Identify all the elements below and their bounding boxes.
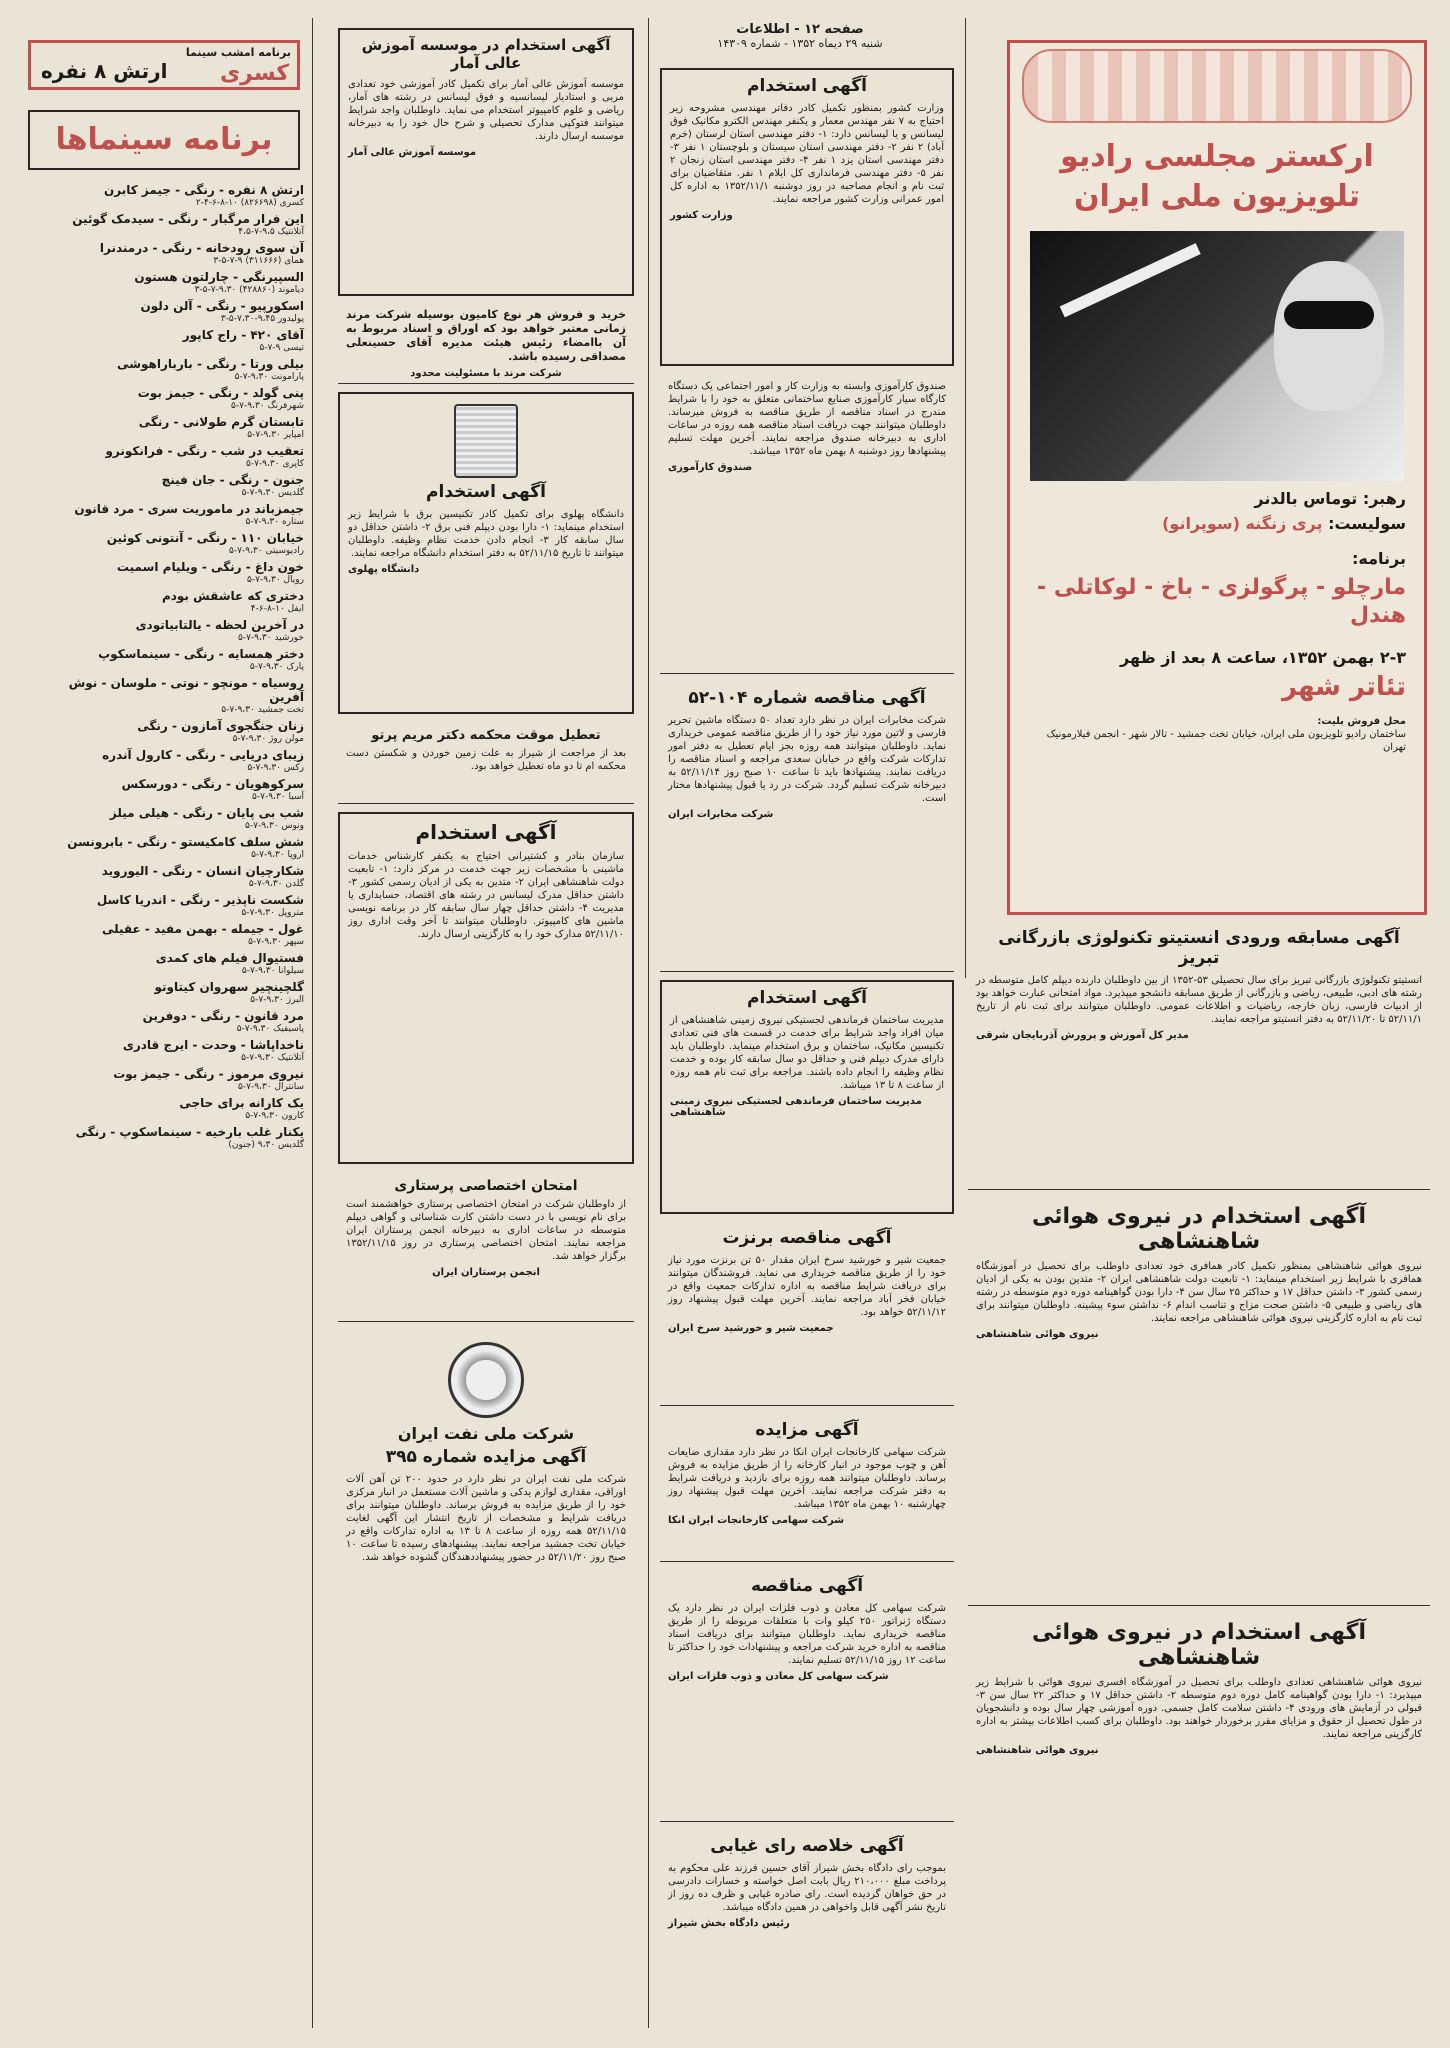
ad-signature: نیروی هوائی شاهنشاهی (976, 1329, 1099, 1340)
listing-cinema-times: شهرفرنگ ۹،۳۰-۷-۵ (231, 401, 304, 411)
concert-dates: ۲-۳ بهمن ۱۳۵۲، ساعت ۸ بعد از ظهر (1120, 648, 1406, 667)
ad-title: آگهی استخدام (747, 988, 867, 1008)
listing-film: شش سلف کامکیستو - رنگی - بابرونسن (67, 835, 304, 849)
page-number: صفحه ۱۲ - اطلاعات (736, 22, 864, 37)
ad-title: آگهی استخدام (415, 820, 557, 844)
ad-pahlavi-university (338, 392, 634, 714)
conductor-name: توماس بالدنر (1254, 489, 1358, 508)
issue-date: شنبه ۲۹ دیماه ۱۳۵۲ - شماره ۱۴۳۰۹ (717, 37, 883, 50)
ad-air-force-2 (968, 1614, 1430, 2030)
listing-film: تابستان گرم طولانی - رنگی (138, 415, 304, 429)
soprano-photo (1030, 231, 1404, 481)
ad-signature: شرکت مرند با مسئولیت محدود (410, 368, 562, 379)
column-divider (648, 18, 649, 2028)
listing-cinema-times: سپهر ۹،۳۰-۷-۵ (248, 937, 304, 947)
listing-film: شکست ناپذیر - رنگی - اندریا کاسل (96, 893, 304, 907)
sunglasses (1284, 301, 1374, 329)
cinema-listing (32, 864, 304, 890)
ad-body: شرکت مخابرات ایران در نظر دارد تعداد ۵۰ دستگاه ماشین تحریر فارسی و لاتین مورد نیاز خود را از طریق مناقصه عمومی خریداری نماید. داوطلبان میتوانند همه روزه بجز ایام تعطیل به دفتر امور تدارکات شرکت واقع در خیابان سعدی مراجعه و اسناد مناقصه را دریافت نمایند. پیشنهادها باید تا ساعت ۱۰ صبح روز ۵۲/۱۱/۱۴ به دبیرخانه شرکت تسلیم گردد. شرکت در رد یا قبول پیشنهادها مختار است. (668, 715, 946, 804)
listing-cinema-times: خورشید ۹،۳۰-۷-۵ (237, 633, 304, 643)
listing-film: تعقیب در شب - رنگی - فرانکونرو (105, 444, 304, 458)
listing-film: زیبای دریایی - رنگی - کارول آندره (102, 748, 304, 762)
cinema-listing (32, 676, 304, 716)
singer-face (1274, 261, 1384, 411)
ad-title: آگهی مزایده (755, 1420, 859, 1440)
listing-cinema-times: متروپل ۹،۳۰-۷-۵ (241, 908, 304, 918)
ad-nursing-exam (338, 1172, 634, 1322)
listing-film: خیابان ۱۱۰ - رنگی - آنتونی کوئین (106, 531, 304, 545)
listing-cinema-times: مولن روژ ۹،۳۰-۷-۵ (232, 734, 304, 744)
ad-body: شرکت سهامی کارخانجات ایران انکا در نظر دارد مقداری ضایعات آهن و چوب موجود در انبار کارخانه را از طریق مزایده به فروش برساند. داوطلبان میتوانند همه روزه برای بازدید و دریافت شرایط به دفتر شرکت مراجعه نمایند. آخرین مهلت قبول پیشنهاد روز چهارشنبه ۱۰ بهمن ماه ۱۳۵۲ میباشد. (668, 1447, 946, 1510)
listing-film: خون داغ - رنگی - ویلیام اسمیت (116, 560, 304, 574)
listing-film: جنون - رنگی - جان فینچ (161, 473, 304, 487)
ad-title: آگهی استخدام در نیروی هوائی شاهنشاهی (1032, 1620, 1366, 1670)
cinema-listing (32, 719, 304, 745)
ad-body: بعد از مراجعت از شیراز به علت زمین خوردن و شکستن دست محکمه ام تا دو ماه تعطیل خواهد بود. (346, 748, 626, 772)
cinema-listing (32, 531, 304, 557)
ad-signature: رئیس دادگاه بخش شیراز (668, 1918, 790, 1929)
ad-body: موسسه آموزش عالی آمار برای تکمیل کادر آموزشی خود تعدادی مربی و استادیار لیسانسیه و فوق لیسانس در رشته های آمار، ریاضی و علوم کامپیوتر استخدام می نماید. داوطلبان واجد شرایط میتوانند فتوکپی مدارک تحصیلی و شرح حال خود را به دبیرخانه موسسه ارسال دارند. (348, 79, 624, 142)
listing-film: آقای ۴۲۰ - راج کاپور (182, 328, 304, 342)
cinema-listing (32, 212, 304, 238)
ad-body: وزارت کشور بمنظور تکمیل کادر دفاتر مهندسی مشروحه زیر احتیاج به ۷ نفر مهندس معمار و یکنفر مهندس الکترو مکانیک فوق لیسانس و یا لیسانس دارد: ۱- دفتر مهندسی استان لرستان (خرم آباد) ۲ نفر ۲- دفتر مهندسی استان سیستان و بلوچستان ۱ نفر ۳- دفتر مهندسی استان یزد ۱ نفر ۴- دفتر مهندسی استان زنجان ۲ نفر ۵- دفتر مهندسی فرمانداری کل ایلام ۱ نفر. متقاضیان برای ثبت نام و انجام مصاحبه در روز دوشنبه ۱۳۵۲/۱۱/۱ به اداره کل امور عمرانی وزارت کشور مراجعه نمایند. (670, 103, 945, 205)
ad-signature: صندوق کارآموزی (668, 462, 753, 473)
ad-signature: شرکت سهامی کارخانجات ایران انکا (668, 1515, 845, 1526)
cinema-listing (32, 415, 304, 441)
ad-clinic-closure (338, 722, 634, 804)
listing-cinema-times: کاپری ۹،۳۰-۷-۵ (245, 459, 304, 469)
listing-film: این فرار مرگبار - رنگی - سیدمک گوئین (72, 212, 304, 226)
cinema-listing (32, 951, 304, 977)
listing-cinema-times: البرز ۹،۳۰-۷-۵ (250, 995, 304, 1005)
soloist-label: سولیست: (1328, 514, 1406, 533)
ad-title: امتحان اختصاصی پرستاری (394, 1178, 578, 1194)
cinema-listing (32, 589, 304, 615)
ad-signature: شرکت سهامی کل معادن و ذوب فلزات ایران (668, 1671, 889, 1682)
program-label: برنامه: (1352, 549, 1406, 568)
listing-film: گلچینچیر سهروان کیتاوتو (154, 980, 304, 994)
ad-title: آگهی مناقصه برنزت (722, 1228, 892, 1248)
concert-title: ارکستر مجلسی رادیو تلویزیون ملی ایران (1060, 139, 1374, 214)
ad-anka-auction (660, 1414, 954, 1562)
ad-army-logistics (660, 980, 954, 1214)
listing-cinema-times: ونوس ۹،۳۰-۷-۵ (245, 821, 304, 831)
ad-signature: وزارت کشور (670, 210, 733, 221)
banner-film: ارتش ۸ نفره (41, 59, 168, 83)
listing-cinema-times: رویال ۹،۳۰-۷-۵ (247, 575, 304, 585)
listing-film: نیروی مرموز - رنگی - جیمز بوت (113, 1067, 304, 1081)
ad-body: سازمان بنادر و کشتیرانی احتیاج به یکنفر کارشناس خدمات ماشینی با مشخصات زیر جهت خدمت در مرکز دارد: ۱- تابعیت دولت شاهنشاهی ایران ۲- متدین به یکی از ادیان رسمی کشور ۳- داشتن حداقل مدرک لیسانس در رشته های اقتصاد، حسابداری یا مدیریت ۴- داشتن حداقل چهار سال سابقه کار در برنامه نویسی ماشین های کامپیوتر. داوطلبان میتوانند تا آخر وقت اداری روز ۵۲/۱۱/۱۰ مدارک خود را به کارگزینی ارسال دارند. (348, 851, 625, 940)
listing-cinema-times: گلدیس ۹،۳۰ (جنون) (228, 1140, 304, 1150)
listing-cinema-times: گلدن ۹،۳۰-۷-۵ (248, 879, 304, 889)
cinema-listing (32, 444, 304, 470)
ad-body: صندوق کارآموزی وابسته به وزارت کار و امور اجتماعی یک دستگاه کارگاه سیار کارآموزی صنایع ساختمانی متعلق به خود را با شرایط مندرج در اسناد مناقصه از طریق مناقصه به فروش میرساند. داوطلبان میتوانند جهت دریافت اسناد مناقصه همه روزه در ساعات اداری به دبیرخانه صندوق مراجعه نمایند. آخرین مهلت تسلیم پیشنهادها روز دوشنبه ۸ بهمن ماه ۱۳۵۲ میباشد. (668, 381, 946, 457)
listing-cinema-times: همای (۳۱۱۶۶۶) ۹-۷-۵-۳ (213, 256, 304, 266)
listing-cinema-times: ستاره ۹،۳۰-۷-۵ (245, 517, 304, 527)
ad-signature: موسسه آموزش عالی آمار (348, 147, 477, 158)
cinema-listing (32, 357, 304, 383)
ad-interior-ministry (660, 68, 954, 366)
listing-cinema-times: دیاموند (۴۲۸۸۶۰) ۹،۳۰-۷-۵-۳ (194, 285, 304, 295)
banner-cinema: کسری (219, 61, 289, 86)
cinema-listing (32, 835, 304, 861)
listing-film: بیلی ورتا - رنگی - بارباراهوشی (117, 357, 304, 371)
soloist-name: پری زنگنه (سوپرانو) (1162, 514, 1323, 533)
listing-film: سرکوهویان - رنگی - دورسکس (121, 777, 304, 791)
listing-film: اسکورپیو - رنگی - آلن دلون (140, 299, 304, 313)
listing-cinema-times: پارامونت ۹،۳۰-۷-۵ (234, 372, 304, 382)
cinema-listing (32, 922, 304, 948)
column-divider (965, 18, 966, 978)
ad-title: آگهی استخدام (426, 482, 546, 502)
university-emblem (454, 404, 518, 478)
ad-nioc-auction (338, 1330, 634, 2030)
ad-title: تعطیل موقت محکمه دکتر مریم پرتو (371, 728, 601, 743)
concert-venue: تئاتر شهر (1281, 672, 1406, 702)
column-divider (312, 18, 313, 2028)
cinema-listing (32, 618, 304, 644)
ad-body: شرکت ملی نفت ایران در نظر دارد در حدود ۲۰۰ تن آهن آلات اوراقی، مقداری لوازم یدکی و ماشین آلات مستعمل در انبار مرکزی خود را از طریق مزایده به فروش برساند. داوطلبان میتوانند برای دریافت شرایط و مشخصات از تاریخ انتشار این آگهی لغایت ۵۲/۱۱/۱۵ همه روزه از ساعت ۸ تا ۱۳ به اداره تدارکات واقع در خیابان تخت جمشید مراجعه نمایند. پیشنهادهای رسیده تا ساعت ۱۰ صبح روز ۵۲/۱۱/۲۰ در حضور پیشنهاددهندگان گشوده خواهد شد. (346, 1474, 627, 1563)
cinema-listing (32, 806, 304, 832)
page-header (650, 22, 950, 50)
listing-film: روسیاه - مونچو - نوتی - ملوسان - نوش آفرین (68, 676, 304, 704)
ad-signature: مدیر کل آموزش و پرورش آذربایجان شرقی (976, 1030, 1189, 1041)
listing-film: در آخرین لحظه - یالتابیاتودی (135, 618, 304, 632)
ad-body: نیروی هوائی شاهنشاهی بمنظور تکمیل کادر همافری خود تعدادی داوطلب برای تحصیل در آموزشگاه همافری با شرایط زیر استخدام مینماید: ۱- تابعیت دولت شاهنشاهی ایران ۲- متدین بودن به یکی از ادیان رسمی کشور ۳- داشتن حداقل ۱۷ و حداکثر ۲۵ سال سن ۴- دارا بودن گواهینامه دوره دوم متوسطه در رشته های ریاضی و طبیعی ۵- داشتن صحت مزاج و تناسب اندام ۶- نداشتن سوء پیشینه. داوطلبان میتوانند برای ثبت نام به اداره کارگزینی نیروی هوائی شاهنشاهی مراجعه نمایند. (976, 1261, 1423, 1324)
ad-signature: جمعیت شیر و خورشید سرخ ایران (668, 1323, 834, 1334)
ad-body: انستیتو تکنولوژی بازرگانی تبریز برای سال تحصیلی ۵۳-۱۳۵۲ از بین داوطلبان دارنده دیپلم کامل متوسطه در رشته های ادبی، طبیعی، ریاضی و بازرگانی از طریق مسابقه دانشجو میپذیرد. مواد امتحانی عبارت خواهد بود از ادبیات فارسی، زبان خارجه، ریاضیات و اطلاعات عمومی. داوطلبان میتوانند برای ثبت نام از تاریخ ۵۲/۱۱/۱ تا ۵۲/۱۱/۲۰ به دفتر انستیتو مراجعه نمایند. (976, 975, 1423, 1025)
cinema-program-title: برنامه سینماها (55, 122, 273, 157)
cinema-listing (32, 1038, 304, 1064)
listing-cinema-times: کسری (۸۲۶۶۹۸) ۱۰-۸-۶-۴-۲ (195, 198, 304, 208)
ad-body: مدیریت ساختمان فرماندهی لجستیکی نیروی زمینی شاهنشاهی از میان افراد واجد شرایط برای خدمت در قسمت های فنی تعدادی تکنیسین مکانیک، ساختمان و برق استخدام مینماید. داوطلبان باید دارای مدرک دیپلم فنی و حداقل دو سال سابقه کار بوده و خدمت نظام وظیفه را انجام داده باشند. مراجعه برای ثبت نام همه روزه از ساعت ۸ تا ۱۳ میباشد. (670, 1015, 944, 1091)
listing-film: شکارچیان انسان - رنگی - الیوروید (101, 864, 304, 878)
cinema-listing (32, 980, 304, 1006)
cinema-listing (32, 748, 304, 774)
listing-cinema-times: سیلوانا ۹،۳۰-۷-۵ (241, 966, 304, 976)
cinema-listing (32, 473, 304, 499)
ad-signature: انجمن پرستاران ایران (432, 1267, 540, 1278)
listing-cinema-times: سانترال ۹،۳۰-۷-۵ (238, 1082, 304, 1092)
listing-cinema-times: آتلانتیک ۹،۳۰-۷-۵ (241, 1053, 304, 1063)
cinema-listing (32, 1009, 304, 1035)
listing-cinema-times: تیسی ۹-۷-۵ (259, 343, 304, 353)
ad-tabriz-institute (968, 922, 1430, 1190)
cinema-listing (32, 647, 304, 673)
listing-film: غول - جیمله - بهمن مفید - عقیلی (101, 922, 304, 936)
tonight-banner (28, 40, 300, 90)
ad-air-force-1 (968, 1198, 1430, 1606)
ad-body: شرکت سهامی کل معادن و ذوب فلزات ایران در نظر دارد یک دستگاه ژنراتور ۲۵۰ کیلو وات با متعلقات مربوطه را از طریق مناقصه خریداری نماید. داوطلبان میتوانند برای دریافت اسناد مناقصه به اداره خرید شرکت مراجعه و پیشنهادات خود را حداکثر تا ساعت ۱۲ روز ۵۲/۱۱/۱۵ تسلیم نمایند. (668, 1603, 946, 1666)
cinema-listing (32, 183, 304, 209)
ad-title: آگهی استخدام در نیروی هوائی شاهنشاهی (1032, 1204, 1366, 1254)
cinema-listing (32, 328, 304, 354)
listing-cinema-times: امپایر ۹،۳۰-۷-۵ (247, 430, 304, 440)
ad-red-lion-tender (660, 1222, 954, 1406)
cinema-listing (32, 270, 304, 296)
listing-film: شب بی پایان - رنگی - هیلی میلز (109, 806, 304, 820)
ad-org: شرکت ملی نفت ایران (397, 1424, 575, 1443)
cinema-program-header (28, 110, 300, 170)
ad-training-fund (660, 374, 954, 674)
cinema-listing (32, 560, 304, 586)
cinema-listing (32, 893, 304, 919)
listing-film: پنی گولد - رنگی - جیمز بوت (137, 386, 304, 400)
listing-film: دختر همسایه - رنگی - سینماسکوپ (98, 647, 304, 661)
listing-cinema-times: ایفل ۱۰-۸-۶-۴ (250, 604, 304, 614)
ad-statistics-institute (338, 28, 634, 296)
listing-cinema-times: پاسیفیک ۹،۳۰-۷-۵ (236, 1024, 304, 1034)
ad-title: آگهی مسابقه ورودی انستیتو تکنولوژی بازرگانی تبریز (998, 928, 1400, 968)
cinema-listing (32, 386, 304, 412)
listing-cinema-times: تخت جمشید ۹،۳۰-۷-۵ (221, 705, 304, 715)
ad-marand-notice (338, 302, 634, 384)
conductor-line (1010, 489, 1424, 508)
conductor-arm (1060, 243, 1231, 381)
ad-body: بموجب رای دادگاه بخش شیراز آقای حسین فرزند علی محکوم به پرداخت مبلغ ۲۱۰،۰۰۰ ریال بابت اصل خواسته و خسارات دادرسی در حق خواهان گردیده است. رای صادره غیابی و ظرف ده روز از تاریخ نشر آگهی قابل واخواهی در همین دادگاه میباشد. (668, 1863, 946, 1913)
conductor-label: رهبر: (1362, 489, 1406, 508)
ad-title: آگهی مناقصه شماره ۱۰۴-۵۲ (688, 688, 926, 708)
ad-body: دانشگاه پهلوی برای تکمیل کادر تکنیسین برق با شرایط زیر استخدام مینماید: ۱- دارا بودن دیپلم فنی برق ۲- داشتن حداقل دو سال سابقه کار ۳- انجام دادن خدمت نظام وظیفه. داوطلبان میتوانند تا تاریخ ۵۲/۱۱/۱۵ به دفتر استخدام دانشگاه مراجعه نمایند. (348, 509, 625, 559)
nioc-logo (448, 1342, 524, 1418)
ad-body: جمعیت شیر و خورشید سرخ ایران مقدار ۵۰ تن برنزت مورد نیاز خود را از طریق مناقصه خریداری می نماید. فروشندگان میتوانند برای دریافت شرایط مناقصه به اداره تدارکات جمعیت واقع در خیابان فخر آباد مراجعه نمایند. آخرین مهلت قبول پیشنهاد روز ۵۲/۱۱/۱۲ خواهد بود. (668, 1255, 947, 1318)
ticket-places: ساختمان رادیو تلویزیون ملی ایران، خیابان تخت جمشید - تالار شهر - انجمن فیلارمونیک تهران (1046, 729, 1406, 753)
listing-film: فستیوال فیلم های کمدی (155, 951, 304, 965)
cinema-listing (32, 777, 304, 803)
listing-film: مرد قانون - رنگی - دوفرین (142, 1009, 304, 1023)
listing-film: آن سوی رودخانه - رنگی - درمندنرا (99, 241, 304, 255)
cinema-listing (32, 1125, 304, 1151)
listing-film: یک کارانه برای حاجی (179, 1096, 304, 1110)
cinema-listing (32, 1096, 304, 1122)
listing-cinema-times: گلدیس ۹،۳۰-۷-۵ (241, 488, 304, 498)
listing-cinema-times: پارک ۹،۳۰-۷-۵ (249, 662, 304, 672)
ad-title: آگهی استخدام در موسسه آموزش عالی آمار (361, 36, 611, 72)
ad-telecom-tender (660, 682, 954, 972)
ornament-border (1022, 49, 1412, 123)
listing-film: دختری که عاشقش بودم (161, 589, 304, 603)
listing-film: ناخداپاشا - وحدت - ایرج قادری (122, 1038, 304, 1052)
listing-cinema-times: کارون ۹،۳۰-۷-۵ (245, 1111, 304, 1121)
listing-cinema-times: آسیا ۹،۳۰-۷-۵ (252, 792, 304, 802)
ad-signature: شرکت مخابرات ایران (668, 809, 774, 820)
ad-signature: نیروی هوائی شاهنشاهی (976, 1745, 1099, 1756)
ad-body: از داوطلبان شرکت در امتحان اختصاصی پرستاری خواهشمند است برای نام نویسی با در دست داشتن کارت شناسائی و گواهی دیپلم متوسطه در ساعات اداری به دبیرخانه انجمن پرستاران ایران مراجعه نمایند. امتحان اختصاصی پرستاری در روز ۱۳۵۲/۱۱/۱۵ برگزار خواهد شد. (346, 1199, 626, 1262)
ad-title: آگهی استخدام (747, 76, 867, 96)
ticket-label: محل فروش بلیت: (1317, 716, 1406, 727)
ad-title: آگهی مزایده شماره ۳۹۵ (385, 1447, 587, 1467)
soloist-line (1010, 514, 1424, 533)
concert-advertisement (1007, 40, 1427, 915)
ad-signature: دانشگاه پهلوی (348, 564, 420, 575)
listing-cinema-times: پولیدور ۹،۴۵-۷،۳۰-۵-۳ (220, 314, 304, 324)
listing-cinema-times: رکس ۹،۳۰-۷-۵ (247, 763, 304, 773)
ad-title: آگهی مناقصه (750, 1576, 864, 1596)
ad-body: نیروی هوائی شاهنشاهی تعدادی داوطلب برای تحصیل در آموزشگاه افسری نیروی هوائی با شرایط زیر میپذیرد: ۱- دارا بودن گواهینامه کامل دوره دوم متوسطه ۲- داشتن حداقل ۱۷ و حداکثر ۲۲ سال سن ۳- قبولی در آزمایش های ورودی ۴- داشتن سلامت کامل جسمی. دوره آموزشی چهار سال بوده و دانشجویان در طول تحصیل از حقوق و مزایای مقرر برخوردار خواهند بود. داوطلبان برای کسب اطلاعات بیشتر به اداره کارگزینی مراجعه نمایند. (976, 1677, 1423, 1740)
listing-film: ارتش ۸ نفره - رنگی - جیمز کابرن (103, 183, 304, 197)
ad-court-verdict (660, 1830, 954, 2030)
ad-signature: مدیریت ساختمان فرماندهی لجستیکی نیروی زمینی شاهنشاهی (670, 1096, 922, 1118)
listing-film: جیمزباند در ماموریت سری - مرد قانون (74, 502, 304, 516)
listing-cinema-times: رادیوسیتی ۹،۳۰-۷-۵ (229, 546, 304, 556)
cinema-listing (32, 1067, 304, 1093)
banner-label: برنامه امشب سینما (185, 46, 291, 59)
cinema-listing (32, 502, 304, 528)
ad-title: آگهی خلاصه رای غیابی (710, 1836, 904, 1856)
ad-mining-tender (660, 1570, 954, 1822)
listing-cinema-times: آتلانتیک ۹،۵-۷-۴،۵ (238, 227, 304, 237)
ad-body: خرید و فروش هر نوع کامیون بوسیله شرکت مرند زمانی معتبر خواهد بود که اوراق و اسناد مربوط به آن باامضاء رئیس هیئت مدیره آقای حسینعلی مصداقی رسیده باشد. (346, 308, 626, 363)
ad-ports-employment (338, 812, 634, 1164)
listing-film: زنان جنگجوی آمازون - رنگی (137, 719, 304, 733)
listing-film: یکنار غلب بارخیه - سینماسکوپ - رنگی (75, 1125, 304, 1139)
cinema-listings (28, 180, 308, 2030)
cinema-listing (32, 241, 304, 267)
program-composers: مارچلو - پرگولزی - باخ - لوکاتلی - هندل (1037, 575, 1406, 628)
listing-cinema-times: اروپا ۹،۳۰-۷-۵ (251, 850, 304, 860)
cinema-listing (32, 299, 304, 325)
listing-film: السپیرنگی - چارلتون هستون (134, 270, 304, 284)
